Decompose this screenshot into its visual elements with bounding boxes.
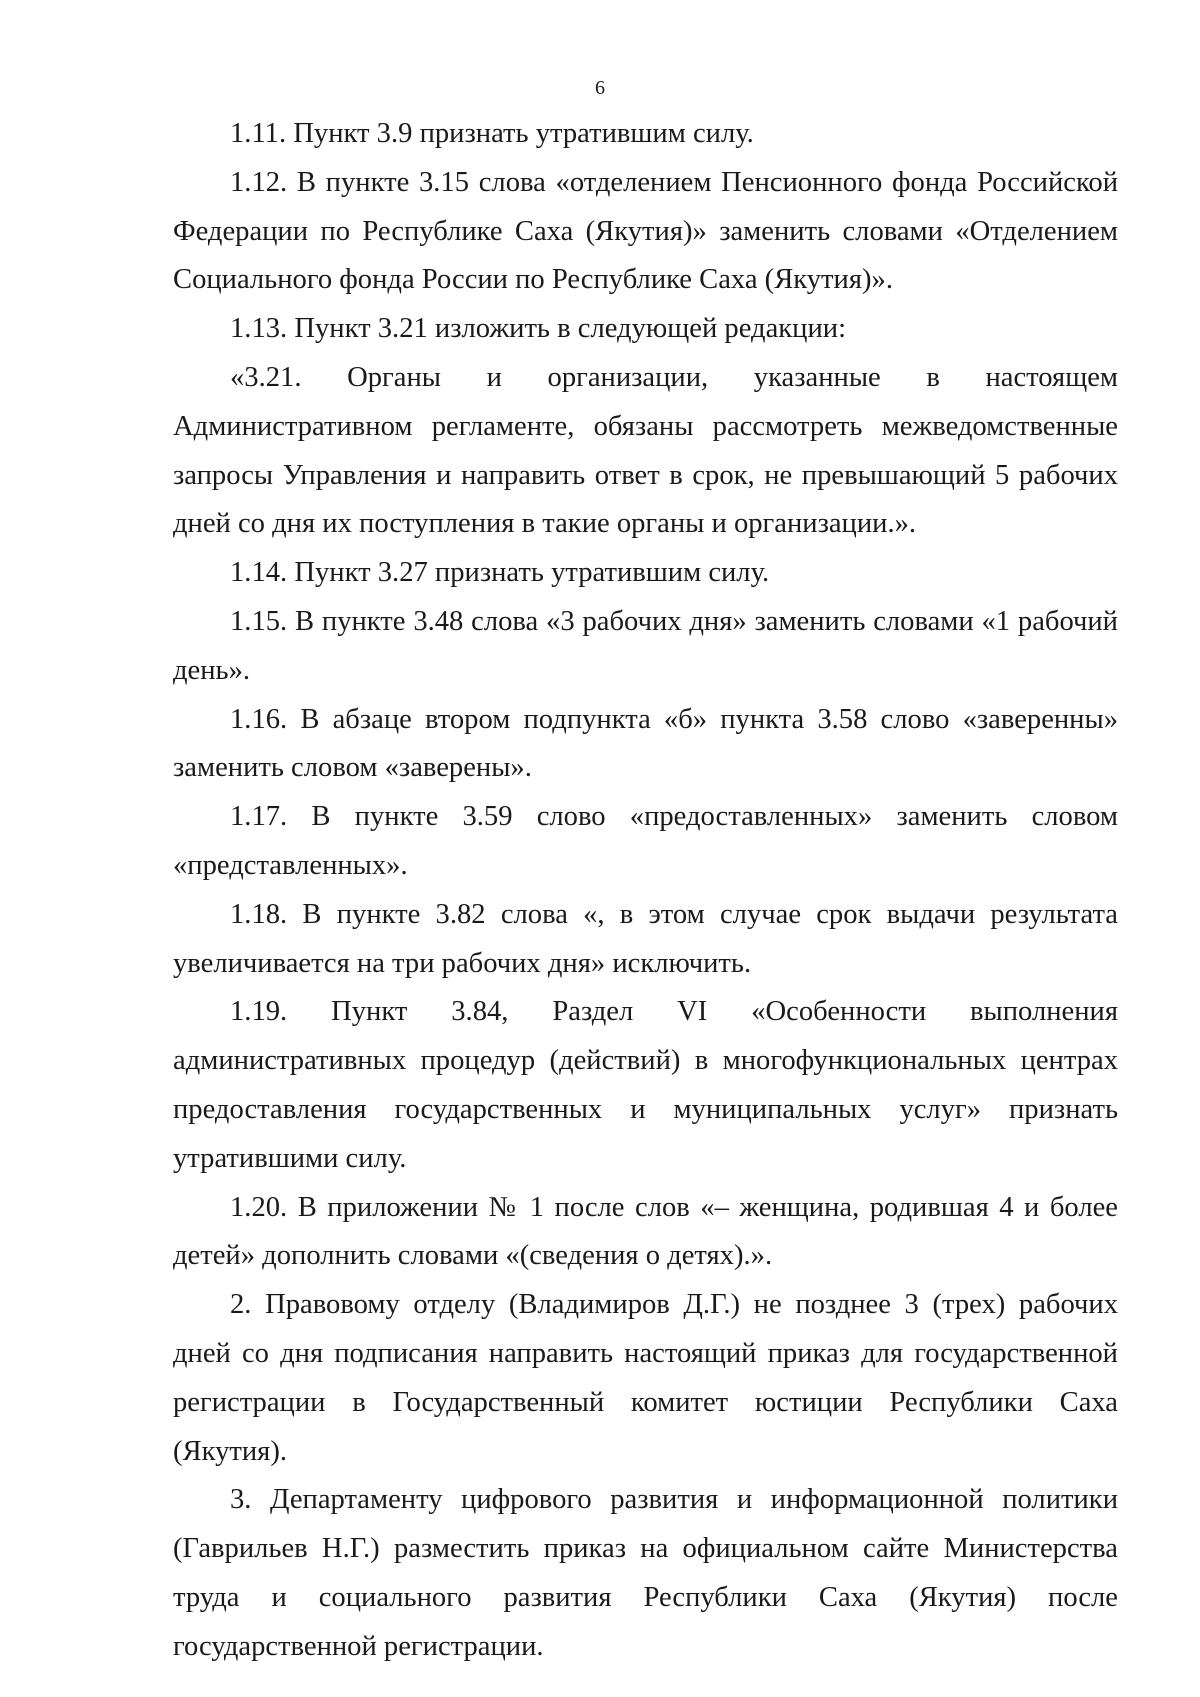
page-number: 6 [595,77,605,99]
paragraph-3-21-quote: «3.21. Органы и организации, указанные в настоящем Административном регламенте, обязаны рассмотреть межведомственные запросы Управления и направить ответ в срок, не превышающий 5 рабочих дней со дня их поступления в такие органы и организации.». [173,361,1118,540]
paragraph-1-15: 1.15. В пункте 3.48 слова «3 рабочих дня» заменить словами «1 рабочий день». [173,605,1118,686]
paragraph-1-17: 1.17. В пункте 3.59 слово «предоставленных» заменить словом «представленных». [173,801,1118,881]
paragraph-1-19: 1.19. Пункт 3.84, Раздел VI «Особенности выполнения административных процедур (действий) в многофункциональных центрах предоставления государственных и муниципальных услуг» признать утратившими силу. [173,996,1118,1174]
paragraph-1-11: 1.11. Пункт 3.9 признать утратившим силу. [230,118,754,149]
paragraph-1-16: 1.16. В абзаце втором подпункта «б» пункта 3.58 слово «заверенны» заменить словом «заверены». [173,703,1118,784]
paragraph-1-20: 1.20. В приложении № 1 после слов «– женщина, родившая 4 и более детей» дополнить словами «(сведения о детях).». [173,1191,1118,1272]
paragraph-1-12: 1.12. В пункте 3.15 слова «отделением Пенсионного фонда Российской Федерации по Республике Саха (Якутия)» заменить словами «Отделением Социального фонда России по Республике Саха (Якутия)». [173,166,1118,296]
paragraph-1-13: 1.13. Пункт 3.21 изложить в следующей редакции: [230,313,847,345]
paragraph-3: 3. Департаменту цифрового развития и информационной политики (Гаврильев Н.Г.) разместить приказ на официальном сайте Министерства труда и социального развития Республики Саха (Якутия) после государственной регистрации. [173,1484,1118,1662]
paragraph-1-18: 1.18. В пункте 3.82 слова «, в этом случае срок выдачи результата увеличивается на три рабочих дня» исключить. [173,898,1118,979]
paragraph-1-14: 1.14. Пункт 3.27 признать утратившим силу. [230,557,770,589]
paragraph-2: 2. Правовому отделу (Владимиров Д.Г.) не позднее 3 (трех) рабочих дней со дня подписания направить настоящий приказ для государственной регистрации в Государственный комитет юстиции Республики Саха (Якутия). [173,1289,1118,1467]
document-body [173,110,1118,1672]
